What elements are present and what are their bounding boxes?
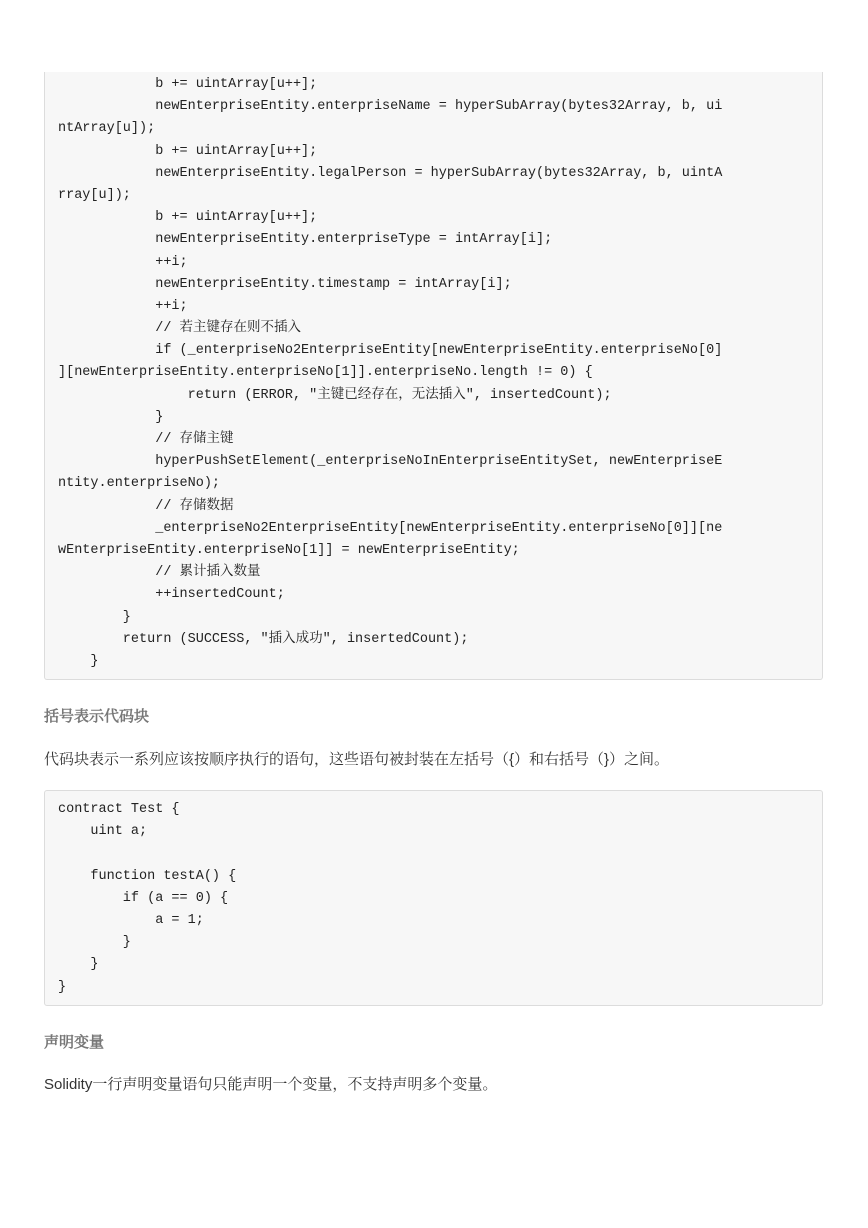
code-line: ++i;: [58, 254, 188, 270]
code-line: _enterpriseNo2EnterpriseEntity[newEnterpriseEntity.enterpriseNo[0]][ne: [58, 520, 723, 536]
code-line: }: [58, 979, 67, 995]
code-line: if (a == 0) {: [58, 890, 229, 906]
paragraph-declare-variable: Solidity一行声明变量语句只能声明一个变量，不支持声明多个变量。: [44, 1076, 498, 1093]
section-heading-brace-code-block: 括号表示代码块: [44, 708, 150, 725]
code-line: // 存储数据: [58, 498, 234, 514]
code-line: b += uintArray[u++];: [58, 77, 318, 92]
code-line: return (SUCCESS, "插入成功", insertedCount);: [58, 631, 469, 647]
code-line: wEnterpriseEntity.enterpriseNo[1]] = newEnterpriseEntity;: [58, 542, 520, 558]
code-line: newEnterpriseEntity.timestamp = intArray[i];: [58, 276, 512, 292]
code-line: hyperPushSetElement(_enterpriseNoInEnterpriseEntitySet, newEnterpriseE: [58, 454, 723, 470]
code-line: // 若主键存在则不插入: [58, 321, 302, 337]
code-line: }: [58, 653, 99, 669]
code-line: ++insertedCount;: [58, 587, 285, 603]
code-block-contract-test: [44, 790, 823, 1006]
code-line: ntArray[u]);: [58, 121, 156, 137]
code-line: ntity.enterpriseNo);: [58, 476, 221, 492]
code-line: newEnterpriseEntity.enterpriseName = hyperSubArray(bytes32Array, b, ui: [58, 99, 723, 115]
code-line: function testA() {: [58, 868, 237, 884]
code-line: if (_enterpriseNo2EnterpriseEntity[newEnterpriseEntity.enterpriseNo[0]: [58, 343, 723, 359]
code-line: // 存储主键: [58, 432, 234, 447]
code-line: ++i;: [58, 298, 188, 314]
code-line: }: [58, 957, 99, 973]
code-line: uint a;: [58, 824, 148, 840]
code-line: a = 1;: [58, 912, 204, 928]
paragraph-brace-code-block: 代码块表示一系列应该按顺序执行的语句，这些语句被封装在左括号（{）和右括号（}）之间。: [44, 751, 670, 768]
code-line: contract Test {: [58, 802, 180, 817]
code-line: newEnterpriseEntity.enterpriseType = intArray[i];: [58, 232, 553, 248]
code-block-insert-entity: [44, 72, 823, 680]
section-heading-declare-variable: 声明变量: [44, 1034, 105, 1051]
code-line: }: [58, 609, 131, 625]
code-line: [58, 843, 809, 865]
code-line: ][newEnterpriseEntity.enterpriseNo[1]].enterpriseNo.length != 0) {: [58, 365, 593, 381]
code-line: return (ERROR, "主键已经存在，无法插入", insertedCount);: [58, 387, 612, 403]
code-line: b += uintArray[u++];: [58, 210, 318, 226]
code-line: // 累计插入数量: [58, 565, 261, 581]
code-line: }: [58, 409, 164, 425]
code-line: rray[u]);: [58, 187, 131, 203]
code-line: b += uintArray[u++];: [58, 143, 318, 159]
code-line: }: [58, 935, 131, 951]
code-line: newEnterpriseEntity.legalPerson = hyperSubArray(bytes32Array, b, uintA: [58, 165, 723, 181]
